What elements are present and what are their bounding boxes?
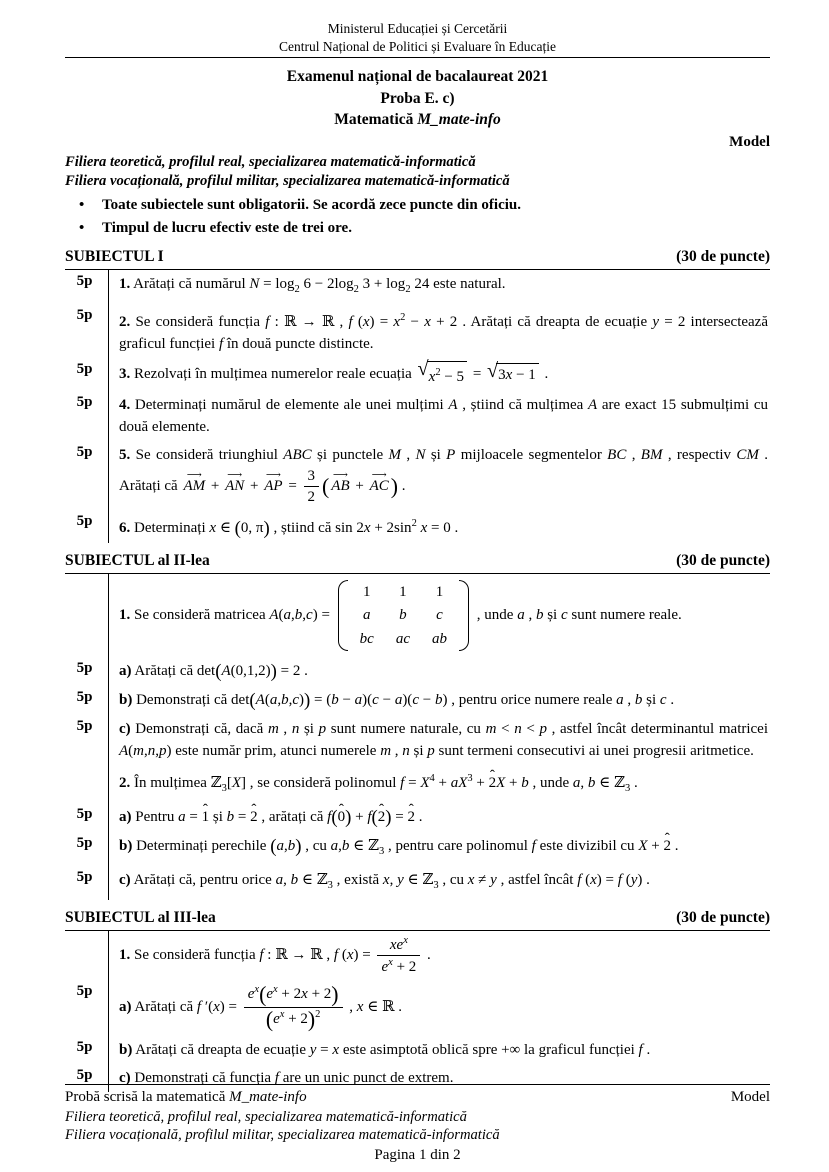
ministry-line2: Centrul Național de Politici și Evaluare în Educație <box>278 38 557 54</box>
section-2-block <box>65 573 770 900</box>
points-cell: 5p <box>65 304 109 358</box>
header-rule <box>65 57 770 58</box>
problem-row <box>65 715 770 765</box>
model-label: Model <box>729 134 770 151</box>
problem-text: a) Pentru a = 1 ˆ și b = 2 ˆ , arătați că f(0 ˆ) + f(2 ˆ) = 2 ˆ . <box>109 803 770 832</box>
points-cell: 5p <box>65 270 109 304</box>
problem-row <box>65 391 770 441</box>
section-points: (30 de puncte) <box>676 909 770 927</box>
section-heading: SUBIECTUL I <box>65 248 164 266</box>
problem-text: a) Arătați că det(A(0,1,2)) = 2 . <box>119 661 308 683</box>
filiera-block <box>65 153 770 191</box>
points-cell: 5p <box>65 1064 109 1092</box>
filiera-line-1: Filiera teoretică, profilul real, specializarea matematică-informatică <box>65 154 476 171</box>
problem-text: b) Demonstrați că det(A(a,b,c)) = (b − a)(c − a)(c − b) , pentru orice numere reale a , b și c . <box>119 690 675 712</box>
problem-text: 3. Rezolvați în mulțimea numerelor reale ecuația √ $x^2 - 5$ = √ 3x − 1 . <box>109 358 770 391</box>
problem-text: c) Arătați că, pentru orice a, b ∈ ℤ$_3$ , există x, y ∈ ℤ$_3$ , cu x ≠ y , astfel încât f (x) = f (y) . <box>119 872 650 892</box>
problem-text: c) Demonstrați că funcția f are un unic punct de extrem. <box>119 1069 454 1086</box>
problem-row <box>65 657 770 686</box>
points-cell: 5p <box>65 510 109 543</box>
problem-text: b) Determinați perechile (a,b) , cu a,b ∈ ℤ$_3$ , pentru care polinomul f este divizibil cu X + 2 ˆ . <box>109 832 770 866</box>
proba-line: Proba E. c) <box>380 89 455 107</box>
problem-row <box>65 832 770 866</box>
page-footer <box>65 1082 770 1166</box>
footer-filiera-line-1: Filiera teoretică, profilul real, specializarea matematică-informatică <box>65 1108 467 1125</box>
filiera-line-2: Filiera vocațională, profilul militar, specializarea matematică-informatică <box>65 173 510 190</box>
points-cell: 5p <box>65 980 109 1035</box>
problem-text: 1. Se consideră matricea A(a,b,c) = 1 1 1 a b c bc ac ab , unde a , b și c sunt numere reale. <box>109 574 770 658</box>
problem-row <box>65 980 770 1035</box>
problem-row <box>65 358 770 391</box>
problem-row <box>65 1036 770 1064</box>
points-cell: 5p <box>65 832 109 866</box>
problem-row <box>65 686 770 715</box>
problem-text: 4. Determinați numărul de elemente ale unei mulțimi A , știind că mulțimea A are exact 15 submulțimi cu două elemente. <box>119 397 768 436</box>
points-cell <box>65 765 109 803</box>
problem-text: 1. Arătați că numărul $N = \log_2 6 - 2\log_2$ $3 + \log_2 24$ este natural. <box>119 276 506 296</box>
points-cell: 5p <box>65 866 109 900</box>
bullet-item-2: • Timpul de lucru efectiv este de trei ore. <box>65 217 770 240</box>
problem-text: c) Demonstrați că, dacă m , n și p sunt numere naturale, cu m < n < p , astfel încât determinantul matricei A(m,n,p) este număr prim, atunci numerele m , n și p sunt termeni consecutivi ai unei progresii aritmetice. <box>119 721 769 760</box>
section-1-header <box>65 248 770 266</box>
section-points: (30 de puncte) <box>676 248 770 266</box>
section-3-header <box>65 909 770 927</box>
problem-text: 2. Se consideră funcția f : ℝ → ℝ , f $(x) = x^2 - x + 2$ . Arătați că dreapta de ecuație y = 2 intersectează graficul funcției f în două puncte distincte. <box>119 312 768 353</box>
section-1 <box>65 248 770 543</box>
section-3 <box>65 909 770 1091</box>
page-number: Pagina 1 din 2 <box>374 1147 461 1164</box>
points-cell <box>65 931 109 980</box>
section-2 <box>65 552 770 900</box>
problem-row <box>65 270 770 304</box>
problem-row <box>65 574 770 658</box>
section-heading: SUBIECTUL al II-lea <box>65 551 210 569</box>
points-cell: 5p <box>65 441 109 510</box>
ministry-line1: Ministerul Educației și Cercetării <box>327 21 508 36</box>
problem-row <box>65 441 770 510</box>
problem-text: a) Arătați că f ′(x) = $\frac{e^x(e^x + 2x + 2)}{(e^x + 2)^2}$ , x ∈ ℝ . <box>119 982 403 1032</box>
points-cell: 5p <box>65 803 109 832</box>
section-3-block <box>65 930 770 1091</box>
problem-row <box>65 304 770 358</box>
section-1-block <box>65 269 770 543</box>
footer-rule <box>65 1084 770 1085</box>
problem-row <box>65 866 770 900</box>
bullet-item-1: • Toate subiectele sunt obligatorii. Se acordă zece puncte din oficiu. <box>65 194 770 217</box>
points-cell <box>65 574 109 658</box>
points-cell: 5p <box>65 358 109 391</box>
subject-line: Matematică M_mate-info <box>334 111 501 129</box>
footer-filiera-line-2: Filiera vocațională, profilul militar, specializarea matematică-informatică <box>65 1127 500 1144</box>
problem-row <box>65 931 770 980</box>
section-2-header <box>65 552 770 570</box>
problem-text: 6. Determinați x ∈ (0, π) , știind că $\sin 2x + 2\sin^2$ x = 0 . <box>119 517 459 539</box>
exam-title-block <box>65 66 770 131</box>
problem-text: 2. În mulțimea ℤ$_3$[X] , se consideră polinomul $f = X^4 + aX^3 + 2$ ˆX + b , unde a, b ∈ ℤ$_3$ . <box>109 765 770 803</box>
points-cell: 5p <box>65 391 109 441</box>
footer-left: Probă scrisă la matematică M_mate-info <box>65 1089 307 1105</box>
instructions-list <box>65 194 770 239</box>
ministry-header <box>65 20 770 55</box>
problem-row <box>65 765 770 803</box>
problem-text: 5. Se consideră triunghiul ABC și punctele M , N și P mijloacele segmentelor BC , BM , respectiv CM . Arătați că AM ⟶ + AN ⟶ + AP ⟶ = $\frac{3}{2}$ ( AB ⟶ + AC ⟶) . <box>109 441 770 510</box>
footer-model: Model <box>730 1089 770 1105</box>
section-heading: SUBIECTUL al III-lea <box>65 909 216 927</box>
points-cell: 5p <box>65 1036 109 1064</box>
points-cell: 5p <box>65 715 109 765</box>
problem-text: b) Arătați că dreapta de ecuație y = x este asimptotă oblică spre +∞ la graficul funcției f . <box>119 1041 651 1058</box>
problem-row <box>65 510 770 543</box>
points-cell: 5p <box>65 686 109 715</box>
points-cell: 5p <box>65 657 109 686</box>
exam-title: Examenul național de bacalaureat 2021 <box>286 68 549 86</box>
section-points: (30 de puncte) <box>676 551 770 569</box>
footer-line1 <box>65 1088 770 1108</box>
problem-text: 1. Se consideră funcția f : ℝ → ℝ , f (x) = $\frac{xe^x}{e^x + 2}$ . <box>119 935 431 976</box>
